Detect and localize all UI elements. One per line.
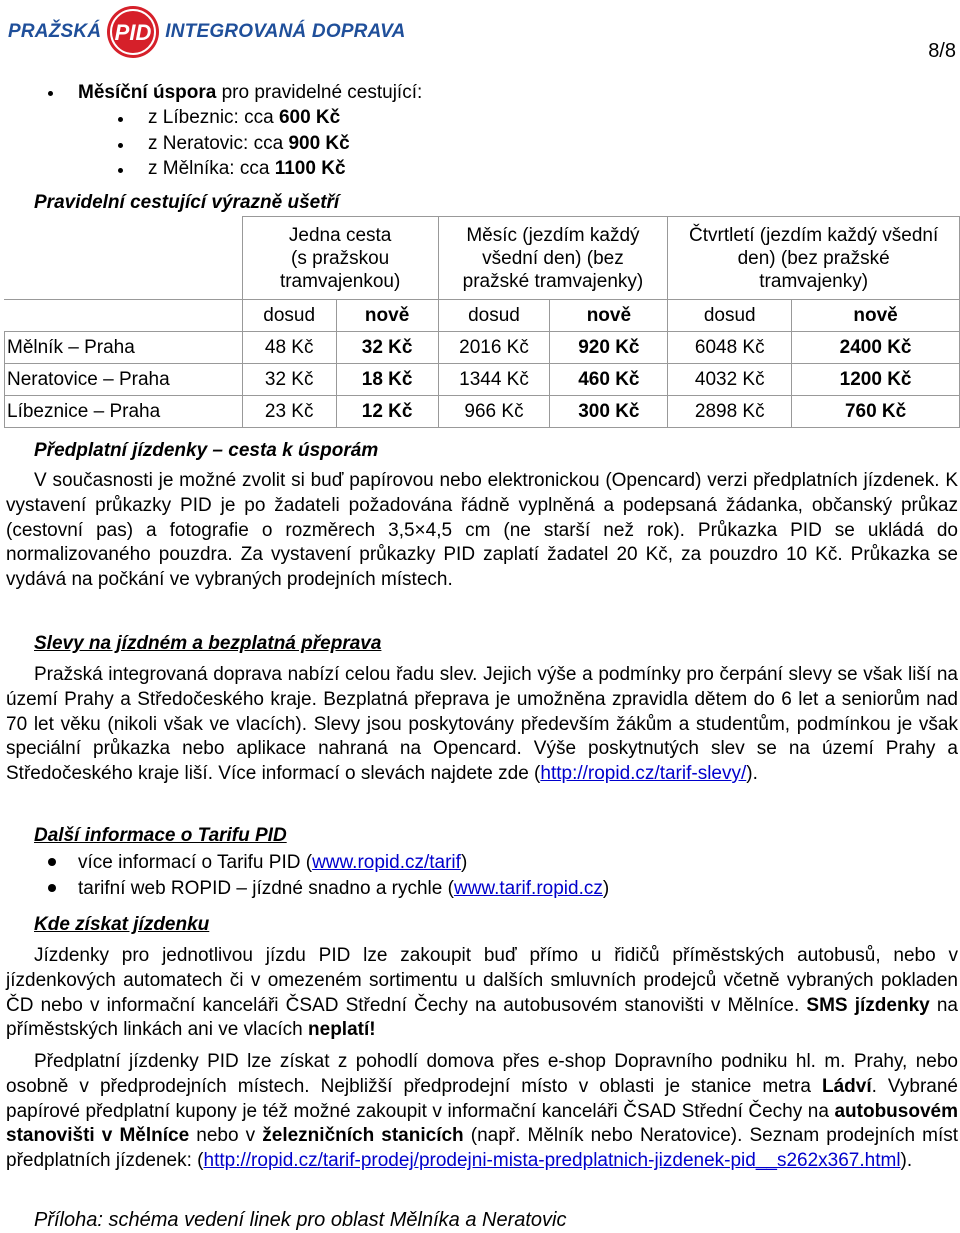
table-corner	[5, 217, 243, 300]
section-discounts-text	[6, 663, 958, 787]
section-subscription-text: V současnosti je možné zvolit si buď papírovou nebo elektronickou (Opencard) verzi předplatních jízdenek. K vystavení průkazky PID je po žadateli požadována řádně vyplněná a podepsaná žádanka, občanský průkaz (cestovní pas) a fotografie o rozměrech 3,5×4,5 cm (ne starší než rok). Průkazka PID se ukládá do normalizovaného pouzdra. Za vystavení průkazky PID zaplatí žadatel 20 Kč, za pouzdro 10 Kč. Průkazka se vydává na počkání ve vybraných prodejních místech.	[6, 470, 958, 591]
price-old: 2016 Kč	[438, 332, 550, 364]
column-header-quarter	[668, 217, 960, 300]
price-new: 1200 Kč	[792, 364, 960, 396]
header-line: Jedna cesta	[288, 224, 392, 246]
fare-comparison-table	[4, 216, 960, 428]
price-old: 48 Kč	[242, 332, 336, 364]
savings-intro	[78, 81, 422, 105]
header-line: všední den) (bez	[482, 247, 624, 269]
savings-item	[148, 132, 350, 156]
savings-item-amount: 1100 Kč	[274, 158, 346, 179]
price-old: 4032 Kč	[668, 364, 792, 396]
table-corner	[5, 300, 243, 332]
price-old: 23 Kč	[242, 396, 336, 428]
savings-item-amount: 900 Kč	[288, 133, 350, 154]
price-new: 2400 Kč	[792, 332, 960, 364]
table-row	[5, 332, 960, 364]
tariff-info-link[interactable]: www.tarif.ropid.cz	[453, 878, 603, 899]
p1-text: Jízdenky pro jednotlivou jízdu PID lze zakoupit buď přímo u řidičů příměstských autobusů, nebo v jízdenkových automatech či v omezeném sortimentu u dalších smluvních prodejců včetně vybraných pokladen ČD nebo v informační kanceláři ČSAD Střední Čechy na autobusovém stanovišti v Mělníce.	[6, 945, 958, 1016]
section-heading-where-to-buy: Kde získat jízdenku	[34, 914, 210, 935]
table-header-row	[5, 217, 960, 300]
tariff-info-link[interactable]: www.ropid.cz/tarif	[312, 852, 461, 873]
savings-item-prefix: z Mělníka: cca	[148, 158, 275, 179]
p2-text: (např. Mělník nebo Neratovice). Seznam prodejních míst předplatních jízdenek: (	[6, 1125, 959, 1172]
savings-item	[148, 106, 340, 130]
route-cell: Líbeznice – Praha	[5, 396, 243, 428]
logo-badge-text: PID	[114, 20, 152, 45]
discounts-link[interactable]: http://ropid.cz/tarif-slevy/	[540, 763, 747, 785]
price-new: 460 Kč	[550, 364, 668, 396]
subheader-old: dosud	[438, 300, 550, 332]
price-new: 12 Kč	[336, 396, 438, 428]
header-line: tramvajenkou)	[279, 270, 401, 292]
price-new: 300 Kč	[550, 396, 668, 428]
header-line: tramvajenky)	[759, 270, 869, 292]
tariff-info-tail: )	[460, 852, 468, 873]
savings-intro-bold: Měsíční úspora	[78, 82, 217, 103]
table-row	[5, 396, 960, 428]
p2-station-bold: Ládví	[821, 1075, 872, 1097]
p2-tail: ).	[900, 1150, 913, 1172]
subheader-new: nově	[792, 300, 960, 332]
logo-text-left: PRAŽSKÁ	[8, 21, 102, 42]
tariff-info-item	[78, 851, 467, 875]
bullet-icon	[118, 117, 123, 122]
savings-item-prefix: z Líbeznic: cca	[148, 107, 279, 128]
section-heading-tariff-info: Další informace o Tarifu PID	[34, 825, 287, 846]
p2-bus-station-bold: autobusovém stanovišti v Mělníce	[6, 1100, 958, 1147]
tariff-info-tail: )	[602, 878, 610, 899]
header-line: Měsíc (jezdím každý	[466, 224, 640, 246]
page-number: 8/8	[928, 40, 956, 62]
where-to-buy-paragraph-2	[6, 1050, 958, 1174]
price-old: 2898 Kč	[668, 396, 792, 428]
table-title: Pravidelní cestující výrazně ušetří	[34, 192, 340, 213]
section-heading-subscription: Předplatní jízdenky – cesta k úsporám	[34, 440, 379, 461]
p1-sms-bold: SMS jízdenky	[806, 994, 930, 1016]
p2-text: Předplatní jízdenky PID lze získat z pohodlí domova přes e-shop Dopravního podniku hl. m. Prahy, nebo osobně v předprodejních místech. Nejbližší předprodejní místo v oblasti je stanice metra	[6, 1051, 958, 1097]
header-line: pražské tramvajenky)	[462, 270, 644, 292]
price-new: 32 Kč	[336, 332, 438, 364]
p1-notvalid-bold: neplatí!	[308, 1019, 376, 1041]
column-header-month	[438, 217, 668, 300]
price-new: 760 Kč	[792, 396, 960, 428]
bullet-icon	[118, 168, 123, 173]
header-line: den) (bez pražské	[737, 247, 890, 269]
route-cell: Neratovice – Praha	[5, 364, 243, 396]
column-header-single	[242, 217, 438, 300]
subheader-old: dosud	[242, 300, 336, 332]
subheader-new: nově	[336, 300, 438, 332]
table-row	[5, 364, 960, 396]
p2-sales-points-link[interactable]: http://ropid.cz/tarif-prodej/prodejni-mista-predplatnich-jizdenek-pid__s262x367.html	[203, 1150, 901, 1172]
tariff-info-item	[78, 877, 609, 901]
where-to-buy-paragraph-1	[6, 944, 958, 1043]
price-new: 920 Kč	[550, 332, 668, 364]
savings-item	[148, 157, 346, 181]
section-heading-discounts: Slevy na jízdném a bezplatná přeprava	[34, 633, 382, 654]
price-old: 966 Kč	[438, 396, 550, 428]
tariff-info-text: více informací o Tarifu PID (	[78, 852, 313, 873]
table-subheader-row	[5, 300, 960, 332]
p1-text: na příměstských linkách ani ve vlacích	[6, 994, 958, 1041]
attachment-note: Příloha: schéma vedení linek pro oblast Mělníka a Neratovic	[34, 1209, 567, 1231]
pid-badge-icon	[105, 4, 161, 60]
tariff-info-text: tarifní web ROPID – jízdné snadno a rychle (	[78, 878, 454, 899]
subheader-new: nově	[550, 300, 668, 332]
p2-text: . Vybrané papírové předplatní kupony je též možné zakoupit v informační kanceláři ČSAD Střední Čechy na	[6, 1075, 958, 1122]
header-line: (s pražskou	[291, 247, 390, 269]
discounts-body: Pražská integrovaná doprava nabízí celou řadu slev. Jejich výše a podmínky pro čerpání slevy se však liší na území Prahy a Středočeského kraje. Bezplatná přeprava je umožněna zpravidla dětem do 6 let a seniorům nad 70 let věku (nikoli však ve vlacích). Slevy jsou poskytovány především žákům a studentům, podmínkou je však speciální průkazka nebo aplikace nahraná na Opencard. Výše poskytnutých slev se na území Prahy a Středočeského kraje liší. Více informací o slevách najdete zde (	[6, 664, 958, 785]
savings-item-amount: 600 Kč	[278, 107, 341, 128]
pid-logo	[8, 4, 406, 60]
savings-intro-rest: pro pravidelné cestující:	[216, 82, 423, 103]
price-old: 6048 Kč	[668, 332, 792, 364]
savings-item-prefix: z Neratovic: cca	[148, 133, 289, 154]
discounts-tail: ).	[746, 763, 758, 785]
route-cell: Mělník – Praha	[5, 332, 243, 364]
header-line: Čtvrtletí (jezdím každý všední	[689, 224, 939, 246]
p2-rail-bold: železničních stanicích	[262, 1125, 464, 1147]
subheader-old: dosud	[668, 300, 792, 332]
price-new: 18 Kč	[336, 364, 438, 396]
logo-text-right: INTEGROVANÁ DOPRAVA	[165, 21, 406, 42]
page-header	[0, 0, 960, 60]
price-old: 32 Kč	[242, 364, 336, 396]
bullet-icon	[48, 884, 56, 892]
bullet-icon	[48, 858, 56, 866]
p2-text: nebo v	[189, 1125, 263, 1147]
bullet-icon	[48, 91, 53, 96]
bullet-icon	[118, 143, 123, 148]
price-old: 1344 Kč	[438, 364, 550, 396]
